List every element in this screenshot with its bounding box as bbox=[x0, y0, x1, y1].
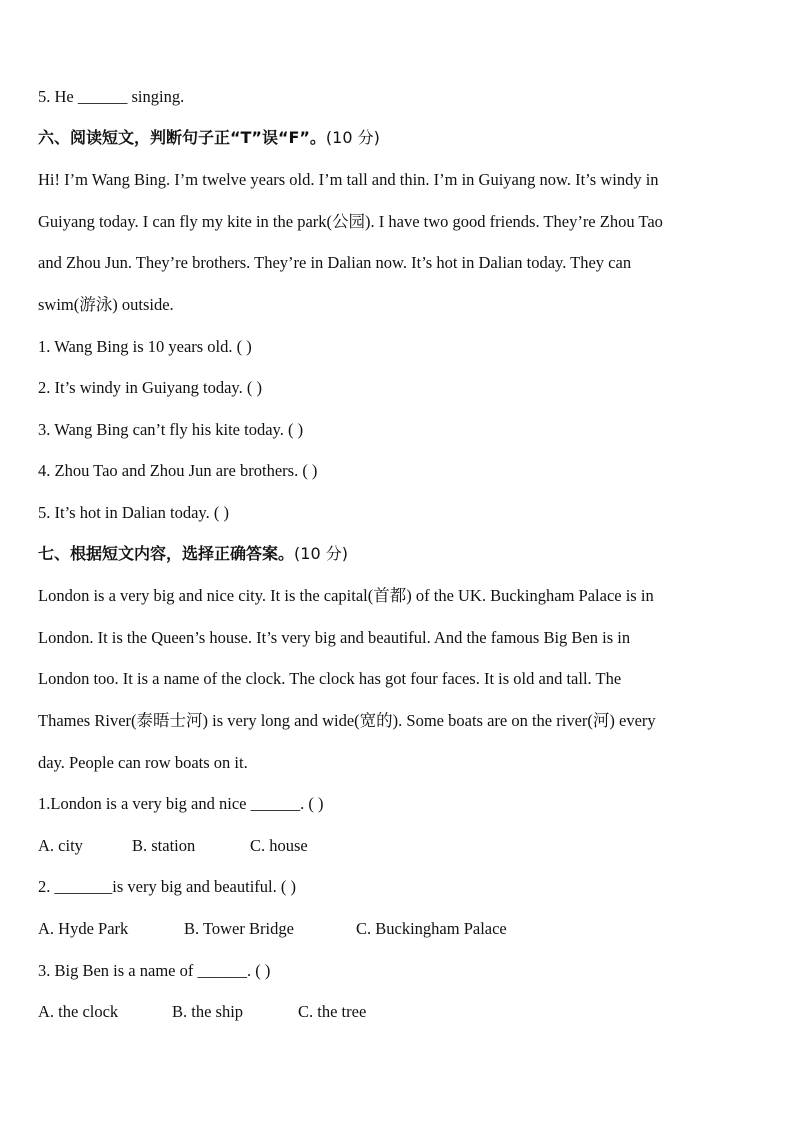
option-a: A. Hyde Park bbox=[38, 919, 129, 938]
section-6-question-2: 2. It’s windy in Guiyang today. ( ) bbox=[38, 378, 262, 397]
section-7-passage-line: London is a very big and nice city. It is the capital(首都) of the UK. Buckingham Palace is in bbox=[38, 586, 654, 605]
section-6-passage-line: swim(游泳) outside. bbox=[38, 295, 174, 314]
section-6-question-3: 3. Wang Bing can’t fly his kite today. ( ) bbox=[38, 420, 304, 439]
section-6-question-4: 4. Zhou Tao and Zhou Jun are brothers. ( ) bbox=[38, 461, 318, 480]
section-7-question-2: 2. _______is very big and beautiful. ( ) bbox=[38, 877, 296, 896]
section-7-passage-line: London too. It is a name of the clock. The clock has got four faces. It is old and tall. The bbox=[38, 669, 622, 688]
option-c: C. the tree bbox=[298, 1002, 367, 1021]
section-7-question-3-options bbox=[38, 1001, 366, 1023]
question-5-he-singing: 5. He ______ singing. bbox=[38, 87, 185, 106]
section-7-question-1-options bbox=[38, 835, 308, 857]
section-7-passage-line: Thames River(泰晤士河) is very long and wide(宽的). Some boats are on the river(河) every bbox=[38, 711, 656, 730]
section-7-title: 七、根据短文内容，选择正确答案。 bbox=[38, 544, 295, 563]
section-7-heading bbox=[38, 543, 348, 565]
section-6-heading bbox=[38, 127, 380, 149]
option-b: B. the ship bbox=[172, 1002, 244, 1021]
option-a: A. the clock bbox=[38, 1002, 119, 1021]
section-6-title: 六、阅读短文，判断句子正“T”误“F”。 bbox=[38, 128, 326, 147]
section-7-question-1: 1.London is a very big and nice ______. ( ) bbox=[38, 794, 324, 813]
option-b: B. Tower Bridge bbox=[184, 919, 294, 938]
section-6-question-1: 1. Wang Bing is 10 years old. ( ) bbox=[38, 337, 252, 356]
section-7-passage-line: day. People can row boats on it. bbox=[38, 753, 248, 772]
option-c: C. house bbox=[250, 836, 308, 855]
section-6-passage-line: Guiyang today. I can fly my kite in the park(公园). I have two good friends. They’re Zhou Tao bbox=[38, 212, 663, 231]
section-7-passage-line: London. It is the Queen’s house. It’s very big and beautiful. And the famous Big Ben is in bbox=[38, 628, 631, 647]
section-7-question-2-options bbox=[38, 918, 507, 940]
option-a: A. city bbox=[38, 836, 83, 855]
section-6-passage-line: Hi! I’m Wang Bing. I’m twelve years old. I’m tall and thin. I’m in Guiyang now. It’s windy in bbox=[38, 170, 659, 189]
section-6-score: (10 分) bbox=[325, 128, 380, 147]
section-7-question-3: 3. Big Ben is a name of ______. ( ) bbox=[38, 961, 271, 980]
option-c: C. Buckingham Palace bbox=[356, 919, 507, 938]
section-7-score: (10 分) bbox=[294, 544, 348, 563]
option-b: B. station bbox=[132, 836, 196, 855]
section-6-question-5: 5. It’s hot in Dalian today. ( ) bbox=[38, 503, 229, 522]
section-6-passage-line: and Zhou Jun. They’re brothers. They’re in Dalian now. It’s hot in Dalian today. They can bbox=[38, 253, 632, 272]
